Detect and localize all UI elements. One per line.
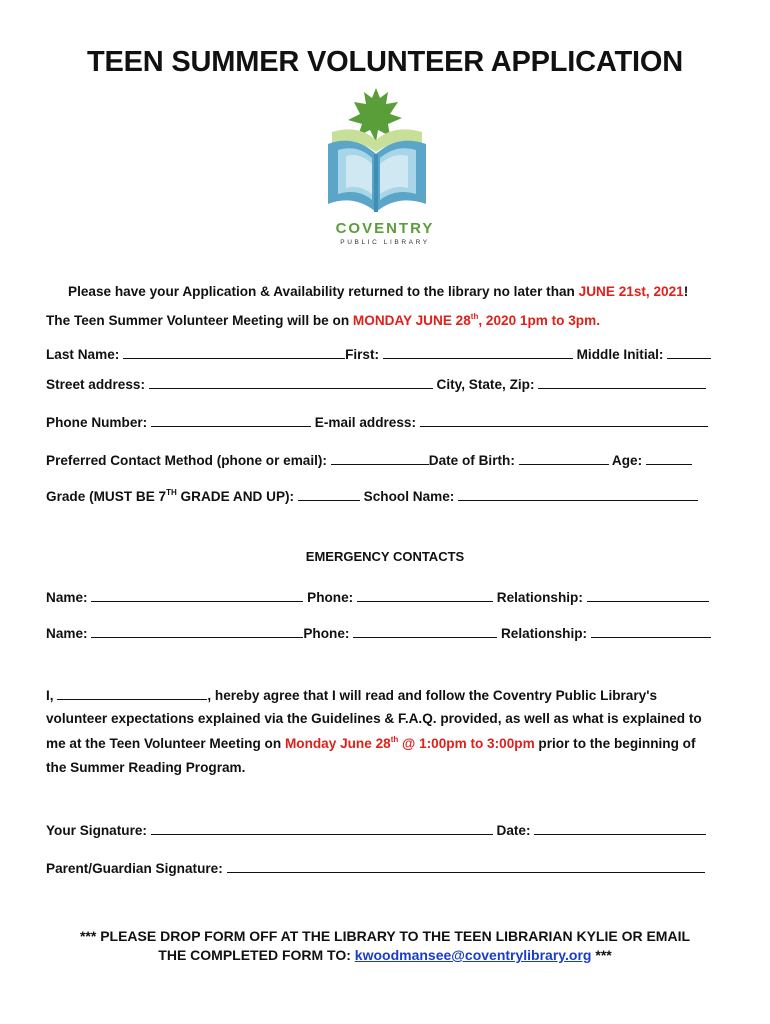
street-address-field[interactable]	[149, 375, 433, 389]
emergency-contact-row: Name: Phone: Relationship:	[46, 588, 709, 605]
footer-line-2: THE COMPLETED FORM TO: kwoodmansee@coventrylibrary.org ***	[158, 947, 612, 963]
age-field[interactable]	[646, 451, 692, 465]
emergency-phone-field[interactable]	[353, 624, 497, 638]
city-state-zip-field[interactable]	[538, 375, 706, 389]
footer-line-1: *** PLEASE DROP FORM OFF AT THE LIBRARY TO THE TEEN LIBRARIAN KYLIE OR EMAIL	[79, 928, 691, 944]
signature-field[interactable]	[151, 821, 493, 835]
emergency-phone-field[interactable]	[357, 588, 493, 602]
grade-school-row: Grade (MUST BE 7TH GRADE AND UP): School Name:	[46, 487, 698, 504]
logo-name: COVENTRY	[335, 220, 435, 237]
agreement-line-1: I, , hereby agree that I will read and follow the Coventry Public Library's	[46, 688, 658, 703]
date-field[interactable]	[534, 821, 706, 835]
last-name-field[interactable]	[123, 345, 345, 359]
contact-method-field[interactable]	[331, 451, 429, 465]
name-row: Last Name: First: Middle Initial:	[46, 345, 711, 362]
emergency-relationship-field[interactable]	[591, 624, 711, 638]
library-logo	[318, 84, 452, 254]
address-row: Street address: City, State, Zip:	[46, 375, 706, 392]
middle-initial-field[interactable]	[667, 345, 711, 359]
return-deadline-line: Please have your Application & Availability returned to the library no later than JUNE 21st, 2021!	[68, 284, 689, 299]
dob-field[interactable]	[519, 451, 609, 465]
emergency-contact-row: Name: Phone: Relationship:	[46, 624, 711, 641]
first-name-field[interactable]	[383, 345, 573, 359]
agreement-line-4: the Summer Reading Program.	[46, 760, 246, 775]
meeting-date-line: The Teen Summer Volunteer Meeting will be on MONDAY JUNE 28th, 2020 1pm to 3pm.	[46, 312, 600, 328]
grade-field[interactable]	[298, 487, 360, 501]
emergency-name-field[interactable]	[91, 588, 303, 602]
contact-dob-row: Preferred Contact Method (phone or email): Date of Birth: Age:	[46, 451, 692, 468]
emergency-relationship-field[interactable]	[587, 588, 709, 602]
agreement-line-3: me at the Teen Volunteer Meeting on Monday June 28th @ 1:00pm to 3:00pm prior to the beginning of	[46, 735, 696, 751]
phone-field[interactable]	[151, 413, 311, 427]
phone-email-row: Phone Number: E-mail address:	[46, 413, 708, 430]
page-title: TEEN SUMMER VOLUNTEER APPLICATION	[87, 46, 683, 78]
agreement-line-2: volunteer expectations explained via the Guidelines & F.A.Q. provided, as well as what is explained to	[46, 711, 702, 726]
school-name-field[interactable]	[458, 487, 698, 501]
agreement-name-field[interactable]	[57, 686, 207, 700]
signature-row: Your Signature: Date:	[46, 821, 706, 838]
logo-subtitle: PUBLIC LIBRARY	[340, 239, 430, 246]
parent-signature-field[interactable]	[227, 859, 705, 873]
book-leaf-icon	[318, 84, 452, 222]
emergency-heading: EMERGENCY CONTACTS	[305, 549, 465, 564]
emergency-name-field[interactable]	[91, 624, 303, 638]
email-field[interactable]	[420, 413, 708, 427]
librarian-email-link[interactable]: kwoodmansee@coventrylibrary.org	[354, 947, 592, 963]
parent-signature-row: Parent/Guardian Signature:	[46, 859, 705, 876]
